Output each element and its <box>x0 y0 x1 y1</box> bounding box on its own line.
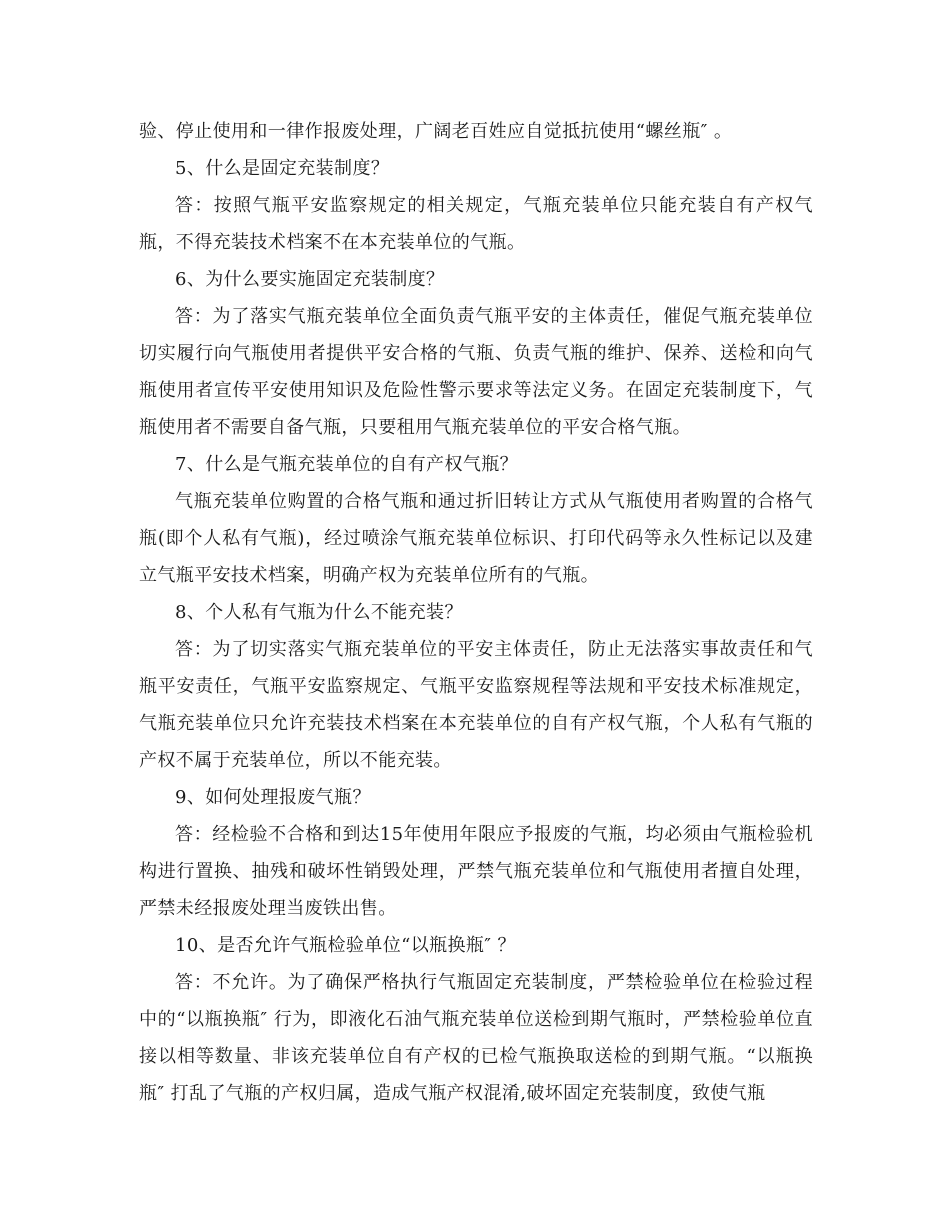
question-5-heading: 5、什么是固定充装制度？ <box>175 158 390 179</box>
answer-6-paragraph: 答：为了落实气瓶充装单位全面负责气瓶平安的主体责任，催促气瓶充装单位切实履行向气瓶使用者提供平安合格的气瓶、负责气瓶的维护、保养、送检和向气瓶使用者宣传平安使用知识及危险性警示要求等法定义务。在固定充装制度下，气瓶使用者不需要自备气瓶，只要租用气瓶充装单位的平安合格气瓶。 <box>139 306 813 438</box>
answer-5-paragraph: 答：按照气瓶平安监察规定的相关规定，气瓶充装单位只能充装自有产权气瓶，不得充装技术档案不在本充装单位的气瓶。 <box>139 195 813 253</box>
answer-8-paragraph: 答：为了切实落实气瓶充装单位的平安主体责任，防止无法落实事故责任和气瓶平安责任，气瓶平安监察规定、气瓶平安监察规程等法规和平安技术标准规定，气瓶充装单位只允许充装技术档案在本充装单位的自有产权气瓶，个人私有气瓶的产权不属于充装单位，所以不能充装。 <box>139 639 813 771</box>
question-8-heading: 8、个人私有气瓶为什么不能充装？ <box>175 602 463 623</box>
answer-9-paragraph: 答：经检验不合格和到达15年使用年限应予报废的气瓶，均必须由气瓶检验机构进行置换、抽残和破坏性销毁处理，严禁气瓶充装单位和气瓶使用者擅自处理，严禁未经报废处理当废铁出售。 <box>139 824 813 919</box>
question-7-heading: 7、什么是气瓶充装单位的自有产权气瓶？ <box>175 454 519 475</box>
question-9-heading: 9、如何处理报废气瓶？ <box>175 787 371 808</box>
answer-7-paragraph: 气瓶充装单位购置的合格气瓶和通过折旧转让方式从气瓶使用者购置的合格气瓶(即个人私有气瓶)，经过喷涂气瓶充装单位标识、打印代码等永久性标记以及建立气瓶平安技术档案，明确产权为充装单位所有的气瓶。 <box>139 491 813 586</box>
question-10-heading: 10、是否允许气瓶检验单位“以瓶换瓶″ ？ <box>175 935 516 956</box>
question-6-heading: 6、为什么要实施固定充装制度？ <box>175 269 445 290</box>
paragraph-continuation: 验、停止使用和一律作报废处理，广阔老百姓应自觉抵抗使用“螺丝瓶″ 。 <box>139 121 733 142</box>
document-body <box>139 113 813 1112</box>
answer-10-paragraph: 答：不允许。为了确保严格执行气瓶固定充装制度，严禁检验单位在检验过程中的“以瓶换瓶″ 行为，即液化石油气瓶充装单位送检到期气瓶时，严禁检验单位直接以相等数量、非该充装单位自有产权的已检气瓶换取送检的到期气瓶。“以瓶换瓶″ 打乱了气瓶的产权归属，造成气瓶产权混淆,破坏固定充装制度，致使气瓶 <box>139 972 813 1104</box>
